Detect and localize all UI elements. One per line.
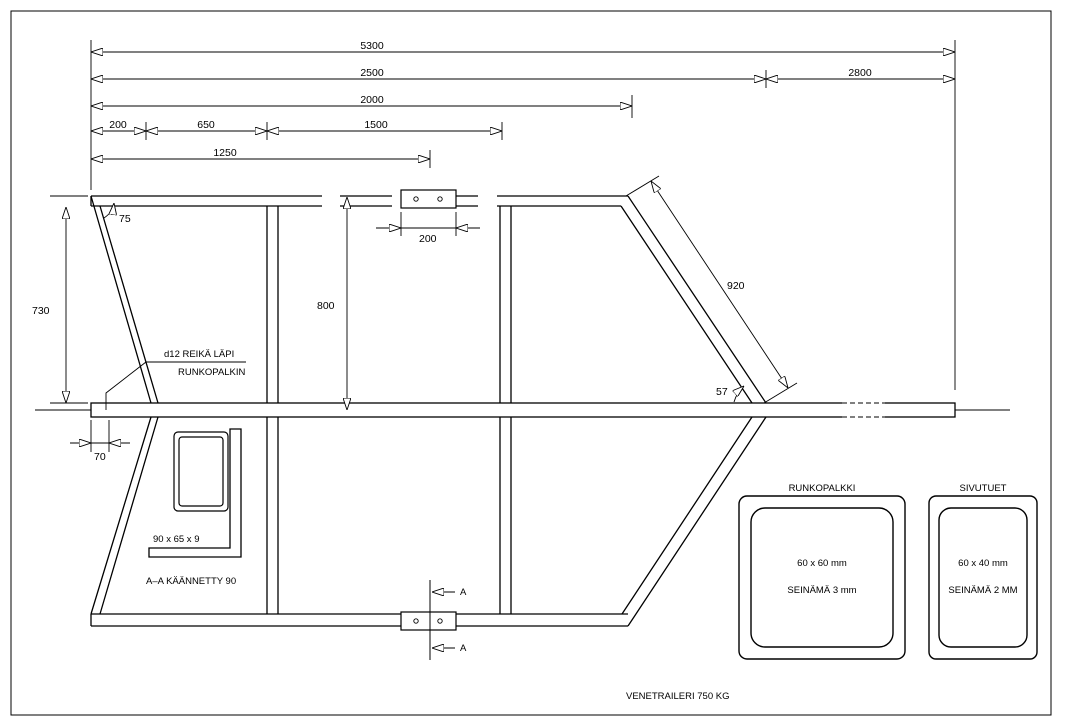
frame-dimensions <box>32 176 797 463</box>
profile-side-size: 60 x 40 mm <box>958 558 1008 569</box>
section-a-a <box>146 429 241 587</box>
section-mark-bottom: A <box>460 643 467 654</box>
dim-730: 730 <box>32 305 50 317</box>
dim-5300: 5300 <box>360 40 384 52</box>
top-dimensions <box>91 40 955 390</box>
profile-sivutuet <box>929 483 1037 659</box>
section-caption: A–A KÄÄNNETTY 90 <box>146 576 237 587</box>
profile-frame-title: RUNKOPALKKI <box>788 483 856 494</box>
dim-1250: 1250 <box>213 147 237 159</box>
angle-75: 75 <box>119 213 131 225</box>
dim-1500: 1500 <box>364 119 388 131</box>
top-bolt-plate <box>401 190 456 208</box>
section-mark-top: A <box>460 587 467 598</box>
angle-57: 57 <box>716 386 728 398</box>
dim-650: 650 <box>197 119 215 131</box>
bottom-bolt-plate <box>401 612 456 630</box>
main-beam <box>91 403 955 417</box>
dim-2000: 2000 <box>360 94 384 106</box>
hole-note-line2: RUNKOPALKIN <box>178 367 246 378</box>
angle-profile-size: 90 x 65 x 9 <box>153 534 200 545</box>
hole-note-line1: d12 REIKÄ LÄPI <box>164 349 235 360</box>
profile-side-wall: SEINÄMÄ 2 MM <box>948 585 1018 596</box>
dim-200-plate: 200 <box>419 233 437 245</box>
dim-800: 800 <box>317 300 335 312</box>
dim-2500: 2500 <box>360 67 384 79</box>
dim-200: 200 <box>109 119 127 131</box>
profile-side-title: SIVUTUET <box>959 483 1007 494</box>
profile-frame-size: 60 x 60 mm <box>797 558 847 569</box>
title-block: VENETRAILERI 750 KG <box>626 691 730 702</box>
dim-2800: 2800 <box>848 67 872 79</box>
profile-runkopalkki <box>739 483 905 659</box>
profile-frame-wall: SEINÄMÄ 3 mm <box>787 585 857 596</box>
dim-70: 70 <box>94 451 106 463</box>
dim-920: 920 <box>727 280 745 292</box>
